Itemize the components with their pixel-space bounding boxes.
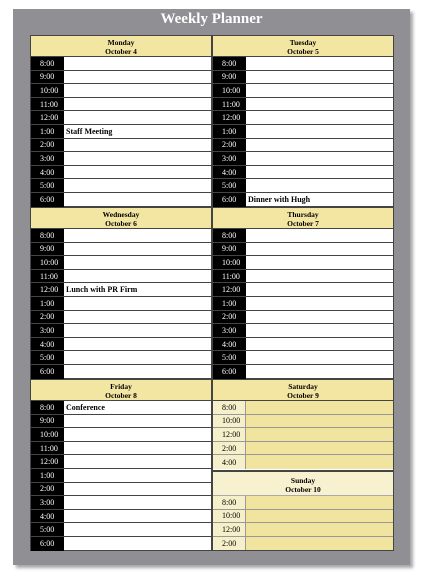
event-cell[interactable] (64, 98, 211, 111)
event-cell[interactable] (64, 415, 211, 428)
day-panel-saturday (212, 379, 394, 471)
time-slot-row[interactable] (213, 270, 393, 284)
event-cell[interactable] (246, 243, 393, 256)
time-label: 2:00 (31, 483, 64, 496)
time-slot-row[interactable] (213, 351, 393, 365)
day-date: October 10 (285, 485, 321, 494)
time-label: 12:00 (213, 428, 246, 441)
time-slot-row[interactable] (31, 256, 211, 270)
time-label: 9:00 (213, 243, 246, 256)
time-label: 6:00 (31, 365, 64, 379)
time-slot-row[interactable] (213, 510, 393, 524)
time-label: 1:00 (213, 297, 246, 310)
event-cell[interactable] (64, 229, 211, 242)
day-name: Saturday (288, 382, 318, 391)
time-label: 3:00 (213, 152, 246, 165)
day-header-saturday (213, 380, 393, 401)
event-cell[interactable] (64, 179, 211, 192)
time-label: 3:00 (213, 324, 246, 337)
time-slot-row[interactable] (213, 401, 393, 415)
day-header-thursday (213, 208, 393, 229)
time-slot-row[interactable] (31, 283, 211, 297)
day-name: Friday (110, 382, 132, 391)
event-cell[interactable] (246, 297, 393, 310)
time-label: 6:00 (31, 193, 64, 207)
time-label: 9:00 (31, 243, 64, 256)
day-rows-friday (31, 401, 211, 551)
time-label: 10:00 (213, 510, 246, 523)
day-panel-monday (30, 35, 212, 207)
time-slot-row[interactable] (31, 98, 211, 112)
day-date: October 9 (287, 391, 319, 400)
time-label: 10:00 (31, 256, 64, 269)
event-cell[interactable]: Lunch with PR Firm (66, 285, 138, 295)
time-label: 1:00 (31, 469, 64, 482)
time-slot-row[interactable] (213, 139, 393, 153)
day-name: Thursday (287, 210, 319, 219)
day-rows-saturday (213, 401, 393, 469)
time-label: 5:00 (213, 351, 246, 364)
time-label: 10:00 (31, 84, 64, 97)
day-header-monday (31, 36, 211, 57)
time-slot-row[interactable] (31, 297, 211, 311)
time-label: 12:00 (213, 523, 246, 536)
event-cell[interactable] (64, 469, 211, 482)
time-label: 8:00 (31, 57, 64, 70)
time-slot-row[interactable] (213, 283, 393, 297)
time-slot-row[interactable] (213, 125, 393, 139)
time-slot-row[interactable] (213, 193, 393, 207)
event-cell[interactable] (246, 166, 393, 179)
time-label: 11:00 (213, 98, 246, 111)
day-date: October 4 (105, 47, 137, 56)
time-slot-row[interactable] (31, 179, 211, 193)
time-slot-row[interactable] (31, 455, 211, 469)
day-header-wednesday (31, 208, 211, 229)
event-cell[interactable] (64, 496, 211, 509)
time-slot-row[interactable] (213, 496, 393, 510)
time-slot-row[interactable] (213, 442, 393, 456)
event-cell[interactable] (246, 125, 393, 138)
time-label: 2:00 (213, 537, 246, 551)
event-cell[interactable] (64, 193, 211, 207)
time-slot-row[interactable] (31, 523, 211, 537)
time-slot-row[interactable] (213, 229, 393, 243)
time-slot-row[interactable] (213, 415, 393, 429)
event-cell[interactable] (64, 338, 211, 351)
event-cell[interactable] (64, 455, 211, 468)
time-label: 12:00 (213, 111, 246, 124)
event-cell[interactable] (64, 537, 211, 551)
time-label: 5:00 (213, 179, 246, 192)
event-cell[interactable] (246, 496, 393, 509)
time-label: 10:00 (213, 256, 246, 269)
time-slot-row[interactable] (31, 442, 211, 456)
time-label: 10:00 (213, 415, 246, 428)
time-slot-row[interactable] (213, 297, 393, 311)
day-header-tuesday (213, 36, 393, 57)
event-cell[interactable] (246, 324, 393, 337)
event-cell[interactable] (64, 510, 211, 523)
time-slot-row[interactable] (31, 365, 211, 379)
time-label: 5:00 (31, 179, 64, 192)
time-label: 12:00 (31, 111, 64, 124)
event-cell[interactable]: Conference (66, 402, 105, 412)
time-label: 4:00 (31, 166, 64, 179)
time-slot-row[interactable] (31, 415, 211, 429)
time-label: 10:00 (31, 428, 64, 441)
time-label: 6:00 (31, 537, 64, 551)
time-label: 1:00 (213, 125, 246, 138)
event-cell[interactable] (246, 338, 393, 351)
time-label: 3:00 (31, 152, 64, 165)
time-slot-row[interactable] (213, 365, 393, 379)
event-cell[interactable] (246, 415, 393, 428)
day-rows-monday (31, 57, 211, 207)
event-cell[interactable] (246, 510, 393, 523)
time-label: 11:00 (213, 270, 246, 283)
event-cell[interactable] (64, 442, 211, 455)
time-slot-row[interactable] (213, 98, 393, 112)
time-slot-row[interactable] (213, 256, 393, 270)
time-slot-row[interactable] (213, 57, 393, 71)
day-date: October 5 (287, 47, 319, 56)
time-slot-row[interactable] (31, 57, 211, 71)
time-label: 11:00 (31, 442, 64, 455)
time-slot-row[interactable] (213, 537, 393, 551)
time-slot-row[interactable] (213, 455, 393, 469)
time-slot-row[interactable] (213, 166, 393, 180)
event-cell[interactable] (64, 324, 211, 337)
time-label: 9:00 (31, 71, 64, 84)
time-slot-row[interactable] (213, 311, 393, 325)
event-cell[interactable] (64, 84, 211, 97)
event-cell[interactable]: Dinner with Hugh (248, 195, 311, 205)
event-cell[interactable] (64, 256, 211, 269)
time-label: 6:00 (213, 365, 246, 379)
time-label: 2:00 (213, 442, 246, 455)
time-label: 11:00 (31, 270, 64, 283)
time-label: 4:00 (213, 338, 246, 351)
event-cell[interactable]: Staff Meeting (66, 126, 113, 136)
event-cell[interactable] (246, 283, 393, 296)
time-slot-row[interactable] (31, 496, 211, 510)
time-label: 1:00 (31, 297, 64, 310)
day-date: October 8 (105, 391, 137, 400)
event-cell[interactable] (246, 401, 393, 414)
event-cell[interactable] (246, 152, 393, 165)
event-cell[interactable] (64, 152, 211, 165)
event-cell[interactable] (64, 139, 211, 152)
time-slot-row[interactable] (213, 152, 393, 166)
time-slot-row[interactable] (31, 139, 211, 153)
event-cell[interactable] (64, 351, 211, 364)
time-slot-row[interactable] (213, 111, 393, 125)
event-cell[interactable] (246, 428, 393, 441)
time-label: 5:00 (31, 523, 64, 536)
day-date: October 7 (287, 219, 319, 228)
day-name: Wednesday (102, 210, 140, 219)
time-slot-row[interactable] (31, 84, 211, 98)
time-label: 3:00 (31, 324, 64, 337)
day-header-sunday (213, 472, 393, 496)
day-date: October 6 (105, 219, 137, 228)
day-panel-friday (30, 379, 212, 551)
event-cell[interactable] (64, 57, 211, 70)
time-slot-row[interactable] (31, 193, 211, 207)
time-slot-row[interactable] (213, 324, 393, 338)
time-label: 4:00 (213, 455, 246, 469)
time-label: 2:00 (31, 311, 64, 324)
event-cell[interactable] (64, 243, 211, 256)
time-label: 5:00 (31, 351, 64, 364)
event-cell[interactable] (246, 139, 393, 152)
time-slot-row[interactable] (31, 111, 211, 125)
time-label: 4:00 (31, 338, 64, 351)
time-label: 1:00 (31, 125, 64, 138)
day-rows-thursday (213, 229, 393, 379)
event-cell[interactable] (246, 111, 393, 124)
time-slot-row[interactable] (213, 179, 393, 193)
time-label: 12:00 (31, 455, 64, 468)
event-cell[interactable] (246, 71, 393, 84)
time-label: 2:00 (213, 139, 246, 152)
time-slot-row[interactable] (31, 229, 211, 243)
event-cell[interactable] (64, 297, 211, 310)
time-slot-row[interactable] (31, 243, 211, 257)
time-label: 3:00 (31, 496, 64, 509)
event-cell[interactable] (64, 71, 211, 84)
time-label: 8:00 (213, 57, 246, 70)
time-label: 9:00 (31, 415, 64, 428)
time-slot-row[interactable] (31, 428, 211, 442)
time-slot-row[interactable] (213, 243, 393, 257)
day-rows-wednesday (31, 229, 211, 379)
event-cell[interactable] (64, 311, 211, 324)
time-slot-row[interactable] (31, 152, 211, 166)
event-cell[interactable] (246, 365, 393, 379)
day-panel-thursday (212, 207, 394, 379)
event-cell[interactable] (246, 523, 393, 536)
event-cell[interactable] (246, 179, 393, 192)
event-cell[interactable] (64, 365, 211, 379)
page-title: Weekly Planner (160, 11, 263, 27)
time-slot-row[interactable] (31, 401, 211, 415)
time-slot-row[interactable] (31, 537, 211, 551)
time-slot-row[interactable] (213, 428, 393, 442)
day-name: Sunday (290, 476, 316, 485)
time-label: 11:00 (31, 98, 64, 111)
event-cell[interactable] (246, 455, 393, 469)
time-slot-row[interactable] (31, 338, 211, 352)
time-slot-row[interactable] (31, 71, 211, 85)
event-cell[interactable] (64, 428, 211, 441)
day-name: Tuesday (289, 38, 317, 47)
time-slot-row[interactable] (31, 311, 211, 325)
event-cell[interactable] (246, 351, 393, 364)
event-cell[interactable] (246, 442, 393, 455)
day-panel-wednesday (30, 207, 212, 379)
event-cell[interactable] (246, 84, 393, 97)
day-panel-tuesday (212, 35, 394, 207)
time-label: 4:00 (31, 510, 64, 523)
time-label: 4:00 (213, 166, 246, 179)
event-cell[interactable] (246, 311, 393, 324)
event-cell[interactable] (246, 270, 393, 283)
time-label: 12:00 (213, 283, 246, 296)
time-label: 12:00 (31, 283, 64, 296)
time-slot-row[interactable] (31, 469, 211, 483)
event-cell[interactable] (64, 483, 211, 496)
time-label: 8:00 (213, 229, 246, 242)
time-slot-row[interactable] (31, 510, 211, 524)
day-panel-sunday (212, 471, 394, 551)
time-slot-row[interactable] (213, 523, 393, 537)
time-label: 8:00 (31, 401, 64, 414)
time-label: 8:00 (31, 229, 64, 242)
time-label: 2:00 (213, 311, 246, 324)
day-name: Monday (107, 38, 135, 47)
event-cell[interactable] (64, 523, 211, 536)
time-slot-row[interactable] (31, 351, 211, 365)
time-label: 6:00 (213, 193, 246, 207)
time-slot-row[interactable] (31, 125, 211, 139)
event-cell[interactable] (64, 270, 211, 283)
day-rows-sunday (213, 496, 393, 550)
time-slot-row[interactable] (31, 483, 211, 497)
event-cell[interactable] (246, 229, 393, 242)
event-cell[interactable] (246, 537, 393, 551)
time-slot-row[interactable] (213, 338, 393, 352)
event-cell[interactable] (246, 57, 393, 70)
time-slot-row[interactable] (31, 270, 211, 284)
day-rows-tuesday (213, 57, 393, 207)
time-label: 8:00 (213, 401, 246, 414)
day-header-friday (31, 380, 211, 401)
time-slot-row[interactable] (213, 71, 393, 85)
event-cell[interactable] (246, 98, 393, 111)
time-label: 8:00 (213, 496, 246, 509)
time-label: 9:00 (213, 71, 246, 84)
event-cell[interactable] (64, 166, 211, 179)
time-slot-row[interactable] (31, 324, 211, 338)
time-slot-row[interactable] (213, 84, 393, 98)
time-slot-row[interactable] (31, 166, 211, 180)
time-label: 2:00 (31, 139, 64, 152)
time-label: 10:00 (213, 84, 246, 97)
event-cell[interactable] (64, 111, 211, 124)
event-cell[interactable] (246, 256, 393, 269)
planner-sheet (13, 9, 410, 565)
